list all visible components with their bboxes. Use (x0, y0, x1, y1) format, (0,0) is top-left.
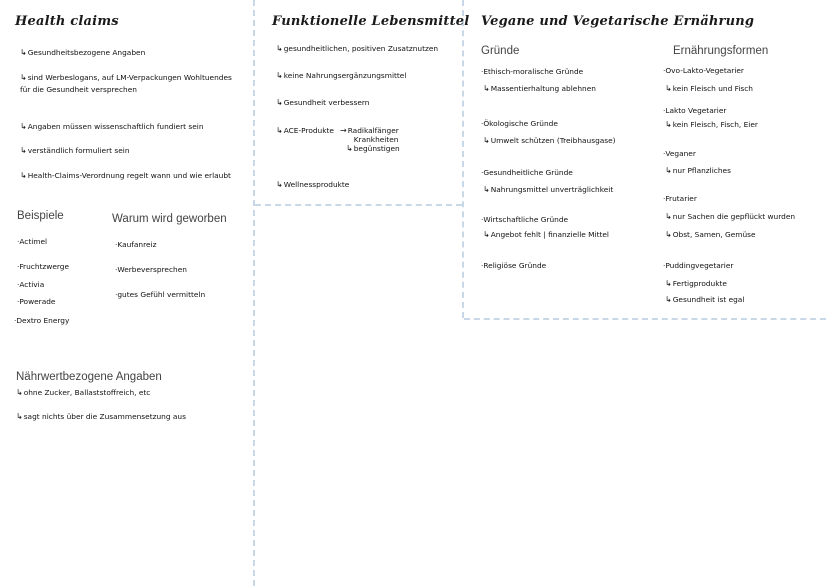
beispiel-item: ·Fruchtzwerge (17, 262, 70, 271)
naehrwert-heading: Nährwertbezogene Angaben (16, 371, 162, 383)
health-note-4: ↳verständlich formuliert sein (20, 146, 130, 155)
funktionell-note: ↳ACE-Produkte (276, 126, 334, 135)
column-divider-left (253, 0, 255, 586)
grund-item: ·Gesundheitliche Gründe (481, 168, 573, 177)
beispiel-item: ·Activia (17, 280, 45, 289)
form-item: ·Frutarier (663, 194, 697, 203)
form-item: ↳nur Pflanzliches (665, 166, 731, 175)
health-claims-title: Health claims (15, 14, 119, 29)
vegan-title: Vegane und Vegetarische Ernährung (481, 14, 755, 29)
beispiel-item: ·Actimel (17, 237, 48, 246)
warum-item: ·Kaufanreiz (115, 240, 157, 249)
warum-heading: Warum wird geworben (112, 213, 227, 225)
naehrwert-note: ↳ohne Zucker, Ballaststoffreich, etc (16, 388, 151, 397)
form-item: ↳nur Sachen die gepflückt wurden (665, 212, 796, 221)
grund-item: ↳Umwelt schützen (Treibhausgase) (483, 136, 616, 145)
beispiel-item: ·Dextro Energy (14, 316, 70, 325)
form-item: ·Ovo-Lakto-Vegetarier (663, 66, 744, 75)
section-divider-funktionell (255, 204, 462, 206)
form-item: ·Veganer (663, 149, 696, 158)
funktionell-subnote: →Radikalfänger (340, 126, 399, 135)
health-note-3: ↳Angaben müssen wissenschaftlich fundiert sein (20, 122, 204, 131)
health-note-2b: für die Gesundheit versprechen (20, 85, 137, 94)
funktionell-note: ↳keine Nahrungsergänzungsmittel (276, 71, 407, 80)
form-item: ↳Fertigprodukte (665, 279, 727, 288)
grund-item: ↳Massentierhaltung ablehnen (483, 84, 596, 93)
health-note-2: ↳sind Werbeslogans, auf LM-Verpackungen Wohltuendes (20, 73, 232, 82)
form-item: ·Puddingvegetarier (663, 261, 734, 270)
funktionell-note: ↳Gesundheit verbessern (276, 98, 370, 107)
health-note-1: ↳Gesundheitsbezogene Angaben (20, 48, 146, 57)
grund-item: ·Religiöse Gründe (481, 261, 547, 270)
form-item: ·Lakto Vegetarier (663, 106, 727, 115)
gruende-heading: Gründe (481, 45, 520, 57)
funktionell-note: ↳gesundheitlichen, positiven Zusatznutzen (276, 44, 439, 53)
funktionell-title: Funktionelle Lebensmittel (272, 14, 470, 29)
grund-item: ·Ethisch-moralische Gründe (481, 67, 584, 76)
section-divider-vegan (464, 318, 826, 320)
warum-item: ·gutes Gefühl vermitteln (115, 290, 206, 299)
beispiel-item: ·Powerade (17, 297, 56, 306)
form-item: ↳Gesundheit ist egal (665, 295, 745, 304)
column-divider-right (462, 0, 464, 318)
form-item: ↳Obst, Samen, Gemüse (665, 230, 756, 239)
grund-item: ↳Angebot fehlt | finanzielle Mittel (483, 230, 609, 239)
form-item: ↳kein Fleisch und Fisch (665, 84, 753, 93)
health-note-5: ↳Health-Claims-Verordnung regelt wann und wie erlaubt (20, 171, 231, 180)
grund-item: ·Ökologische Gründe (481, 119, 558, 128)
funktionell-note: ↳Wellnessprodukte (276, 180, 350, 189)
grund-item: ·Wirtschaftliche Gründe (481, 215, 569, 224)
form-item: ↳kein Fleisch, Fisch, Eier (665, 120, 758, 129)
naehrwert-note: ↳sagt nichts über die Zusammensetzung aus (16, 412, 186, 421)
funktionell-subnote: ↳Krankheiten begünstigen (346, 135, 400, 153)
beispiele-heading: Beispiele (17, 210, 64, 222)
grund-item: ↳Nahrungsmittel unverträglichkeit (483, 185, 614, 194)
warum-item: ·Werbeversprechen (115, 265, 187, 274)
formen-heading: Ernährungsformen (673, 45, 769, 57)
